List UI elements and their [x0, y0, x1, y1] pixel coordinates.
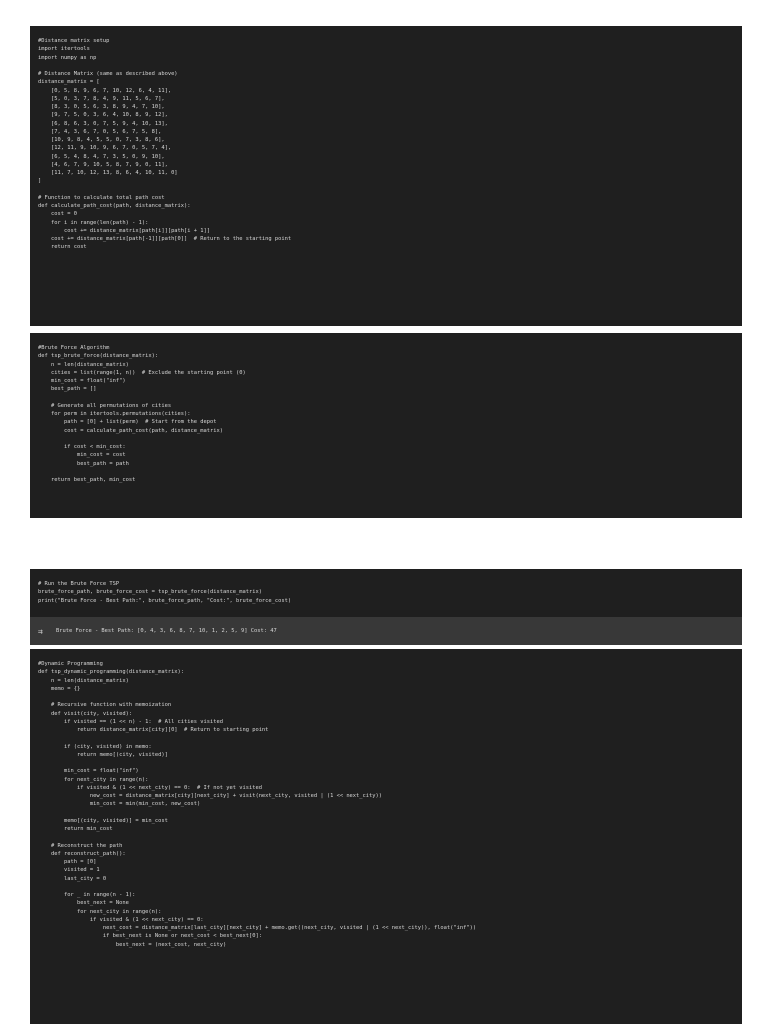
code-text[interactable]: # Run the Brute Force TSP brute_force_path, brute_force_cost = tsp_brute_force(distance_matrix) print("Brute Force - Best Path:", brute_force_path, "Cost:", brute_force_cost): [38, 581, 292, 604]
code-text[interactable]: #Dynamic Programming def tsp_dynamic_programming(distance_matrix): n = len(distance_matrix) memo = {} # Recursive function with memoization def visit(city, visited): if visited == (1 << n) - 1: # All cities visited return distance_matrix[city][0] # Return to starting point if (city, visited) in memo: return memo[(city, visited)] min_cost = float("inf") for next_city in range(n): if visited & (1 << next_city) == 0: # If not yet visited new_cost = distance_matrix[city][next_city] + visit(next_city, visited | (1 << next_city)) min_cost = min(min_cost, new_cost) memo[(city, visited)] = min_cost return min_cost # Reconstruct the path def reconstruct_path(): path = [0] visited = 1 last_city = 0 for _ in range(n - 1): best_next = None for next_city in range(n): if visited & (1 << next_city) == 0: next_cost = distance_matrix[last_city][next_city] + memo.get((next_city, visited | (1 << next_city)), float("inf")) if best_next is None or next_cost < best_next[0]: best_next = (next_cost, next_city): [38, 661, 477, 948]
code-cell-distance-matrix[interactable]: [30, 26, 742, 326]
output-text: Brute Force - Best Path: [0, 4, 3, 6, 8, 7, 10, 1, 2, 5, 9] Cost: 47: [56, 628, 277, 634]
code-cell-dynamic-programming[interactable]: [30, 649, 742, 1024]
code-text[interactable]: #Brute Force Algorithm def tsp_brute_force(distance_matrix): n = len(distance_matrix) cities = list(range(1, n)) # Exclude the starting point (0) min_cost = float("inf") best_path = [] # Generate all permutations of cities for perm in itertools.permutations(cities): path = [0] + list(perm) # Start from the depot cost = calculate_path_cost(path, distance_matrix) if cost < min_cost: min_cost = cost best_path = path return best_path, min_cost: [38, 345, 246, 483]
code-cell-run-brute-force[interactable]: [30, 569, 742, 617]
code-cell-brute-force[interactable]: [30, 333, 742, 518]
output-arrow-icon[interactable]: ⇉: [38, 626, 43, 636]
code-text[interactable]: #Distance matrix setup import itertools import numpy as np # Distance Matrix (same as described above) distance_matrix = [ [0, 5, 8, 9, 6, 7, 10, 12, 6, 4, 11], [5, 0, 3, 7, 8, 4, 9, 11, 5, 6, 7], [8, 3, 0, 5, 6, 3, 8, 9, 4, 7, 10], [9, 7, 5, 0, 3, 6, 4, 10, 8, 9, 12], [6, 8, 6, 3, 0, 7, 5, 9, 4, 10, 13], [7, 4, 3, 6, 7, 0, 5, 6, 7, 5, 8], [10, 9, 8, 4, 5, 5, 0, 7, 3, 8, 6], [12, 11, 9, 10, 9, 6, 7, 0, 5, 7, 4], [6, 5, 4, 8, 4, 7, 3, 5, 0, 9, 10], [4, 6, 7, 9, 10, 5, 8, 7, 9, 0, 11], [11, 7, 10, 12, 13, 8, 6, 4, 10, 11, 0] ] # Function to calculate total path cost def calculate_path_cost(path, distance_matrix): cost = 0 for i in range(len(path) - 1): cost += distance_matrix[path[i]][path[i + 1]] cost += distance_matrix[path[-1]][path[0]] # Return to the starting point return cost: [38, 38, 292, 251]
cell-output: [30, 617, 742, 645]
